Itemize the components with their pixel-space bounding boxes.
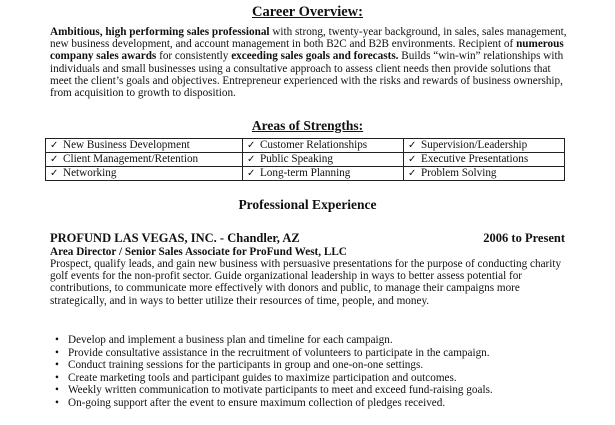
bullet-text: Weekly written communication to motivate participants to meet and exceed fund-raising goals. bbox=[68, 384, 493, 397]
job-bullet-list bbox=[50, 334, 493, 410]
job-role: Area Director / Senior Sales Associate for ProFund West, LLC bbox=[50, 246, 347, 258]
overview-text-run: Builds “win-win” relationships with individuals and small businesses using a consultative approach to assess client needs then provide solutions that meet the client’s goals and objectives. Entrepreneur experienced with the risks and rewards of business ownership, from acquisition to growth to disposition. bbox=[50, 50, 564, 100]
bullet-text: Provide consultative assistance in the recruitment of volunteers to participate in the campaign. bbox=[68, 346, 490, 359]
bullet-icon: • bbox=[55, 334, 59, 346]
list-item bbox=[50, 372, 493, 385]
list-item bbox=[50, 347, 493, 360]
bullet-text: On-going support after the event to ensure maximum collection of pledges received. bbox=[68, 396, 446, 409]
career-overview-heading: Career Overview: bbox=[252, 4, 363, 20]
overview-bold-run: numerous company sales awards bbox=[50, 38, 564, 63]
strength-cell bbox=[46, 167, 243, 181]
job-dates: 2006 to Present bbox=[483, 231, 565, 245]
overview-text-run: with strong, twenty-year background, in sales, sales management, new business development, and account management in both B2C and B2B environments. Recipient of bbox=[50, 26, 567, 51]
bullet-icon: • bbox=[55, 346, 59, 359]
professional-experience-heading: Professional Experience bbox=[238, 197, 377, 212]
bullet-text: Conduct training sessions for the participants in group and one-on-one settings. bbox=[68, 359, 424, 372]
strength-cell bbox=[242, 153, 403, 167]
strengths-table bbox=[45, 138, 565, 181]
job-summary: Prospect, qualify leads, and gain new business with persuasive presentations for the purpose of conducting charity golf events for the non-profit sector. Guide organizational leadership in ways to better assess potential for contributions, to communicate more effectively with donors and public, to manage their campaigns more strategically, and in ways to better utilize their resources of time, people, and money. bbox=[50, 258, 562, 307]
career-overview-paragraph bbox=[50, 26, 570, 99]
bullet-text: Create marketing tools and participant guides to maximize participation and outcomes. bbox=[68, 371, 457, 384]
strength-cell bbox=[46, 139, 243, 153]
checkmark-icon: ✓ bbox=[407, 168, 417, 179]
bullet-text: Develop and implement a business plan and timeline for each campaign. bbox=[68, 334, 393, 346]
strength-cell bbox=[46, 153, 243, 167]
areas-of-strengths-heading: Areas of Strengths: bbox=[251, 118, 364, 133]
strength-label: Supervision/Leadership bbox=[420, 139, 528, 151]
strength-label: Long-term Planning bbox=[259, 167, 351, 179]
bullet-icon: • bbox=[55, 396, 59, 409]
list-item bbox=[50, 359, 493, 372]
strength-cell bbox=[242, 167, 403, 181]
strength-label: Client Management/Retention bbox=[63, 153, 199, 165]
list-item bbox=[50, 334, 493, 347]
list-item bbox=[50, 397, 493, 410]
strengths-row bbox=[46, 153, 565, 167]
bullet-icon: • bbox=[55, 359, 59, 372]
strength-cell bbox=[403, 139, 564, 153]
list-item bbox=[50, 384, 493, 397]
overview-bold-run: exceeding sales goals and forecasts. bbox=[231, 50, 399, 63]
overview-text-run: for consistently bbox=[156, 50, 232, 63]
checkmark-icon: ✓ bbox=[246, 140, 256, 151]
strength-label: Problem Solving bbox=[420, 167, 497, 179]
strength-label: New Business Development bbox=[63, 139, 190, 151]
job-header bbox=[50, 231, 565, 245]
checkmark-icon: ✓ bbox=[407, 154, 417, 165]
bullet-icon: • bbox=[55, 371, 59, 384]
strength-label: Public Speaking bbox=[259, 153, 333, 165]
checkmark-icon: ✓ bbox=[50, 140, 59, 151]
checkmark-icon: ✓ bbox=[50, 168, 59, 179]
company-line: PROFUND LAS VEGAS, INC. - Chandler, AZ bbox=[50, 231, 300, 245]
checkmark-icon: ✓ bbox=[246, 154, 256, 165]
strengths-row bbox=[46, 139, 565, 153]
strength-label: Customer Relationships bbox=[259, 139, 368, 151]
strength-cell bbox=[403, 153, 564, 167]
overview-bold-run: Ambitious, high performing sales professional bbox=[50, 26, 270, 38]
strength-cell bbox=[242, 139, 403, 153]
strength-cell bbox=[403, 167, 564, 181]
strengths-row bbox=[46, 167, 565, 181]
checkmark-icon: ✓ bbox=[50, 154, 59, 165]
bullet-icon: • bbox=[55, 384, 59, 397]
checkmark-icon: ✓ bbox=[407, 140, 417, 151]
strength-label: Networking bbox=[63, 167, 117, 179]
strength-label: Executive Presentations bbox=[420, 153, 529, 165]
checkmark-icon: ✓ bbox=[246, 168, 256, 179]
